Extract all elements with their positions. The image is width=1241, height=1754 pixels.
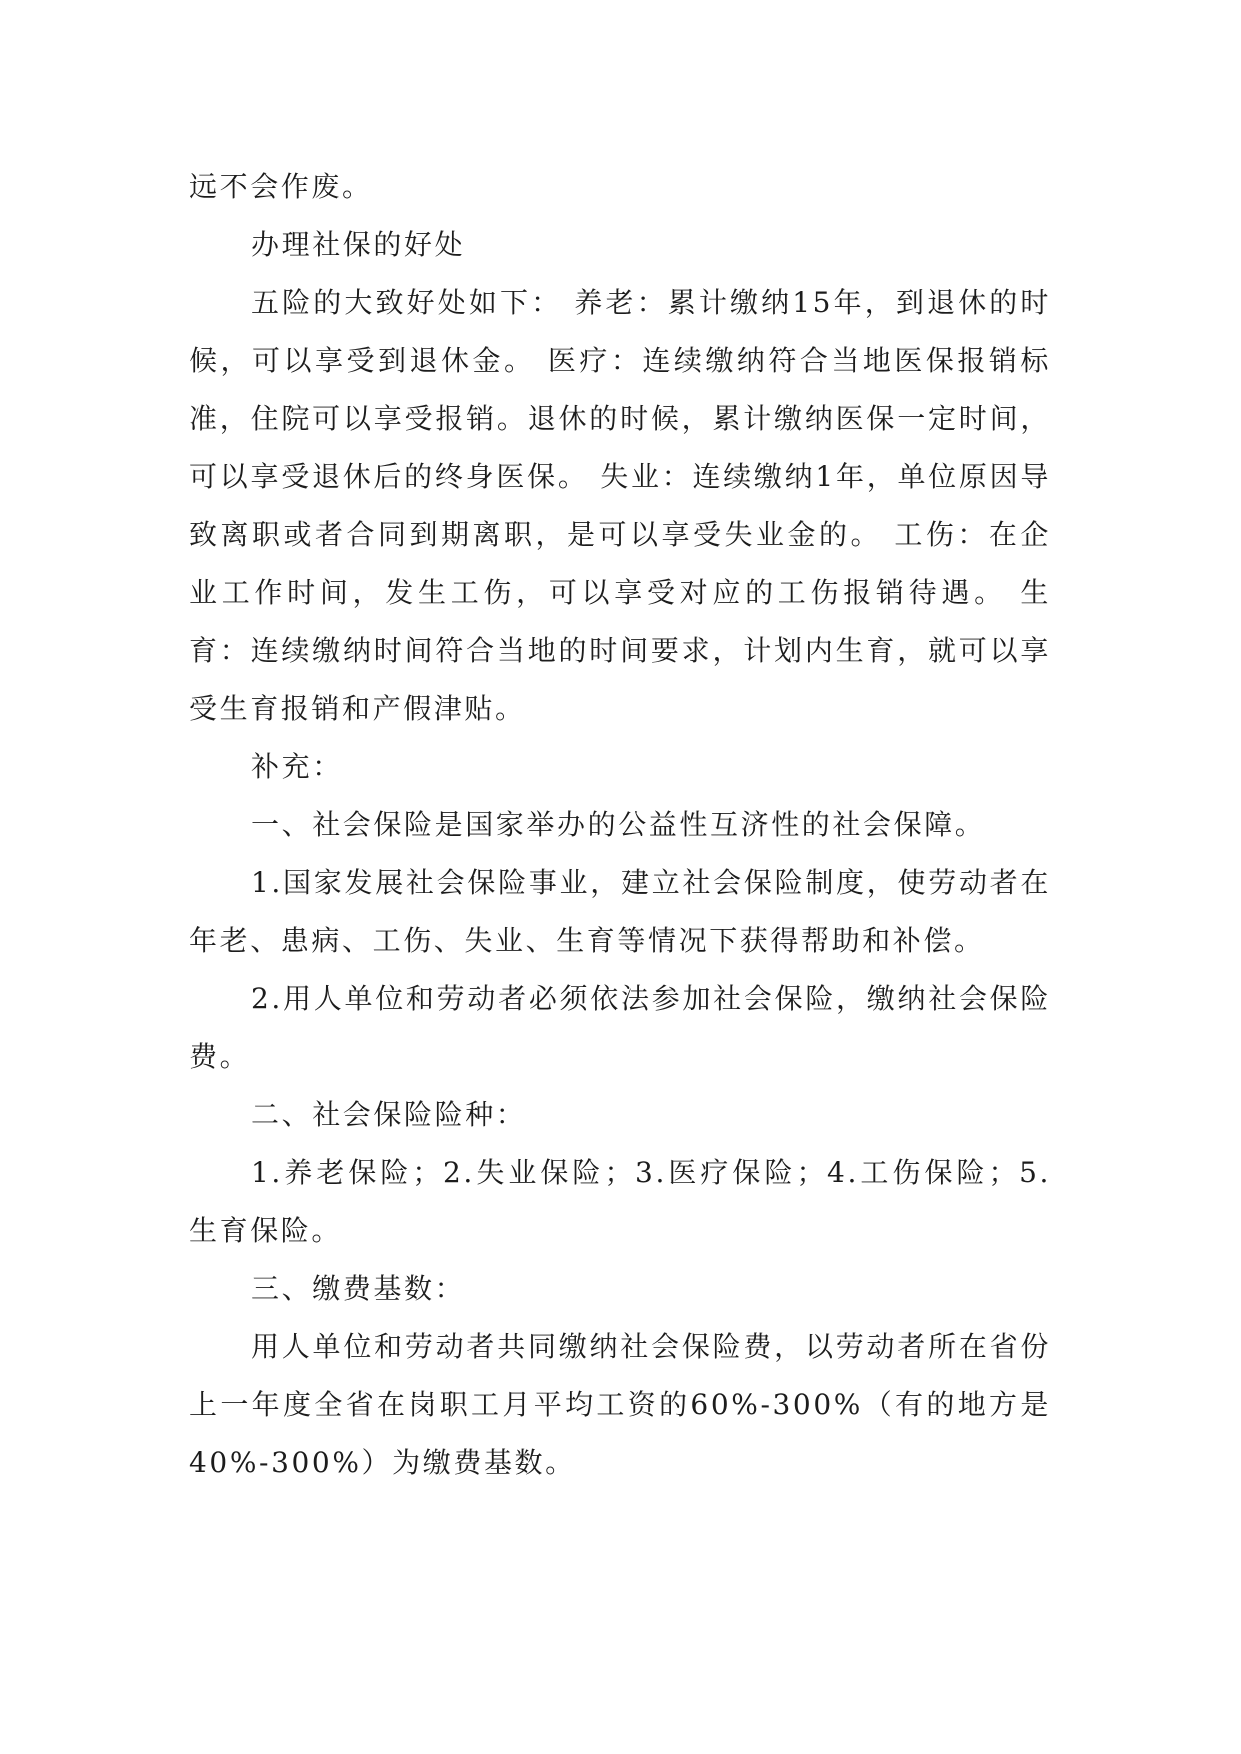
document-body bbox=[189, 158, 1051, 1492]
paragraph-supplement-heading: 补充： bbox=[251, 750, 343, 783]
paragraph-item-1: 1.国家发展社会保险事业，建立社会保险制度，使劳动者在年老、患病、工伤、失业、生育等情况下获得帮助和补偿。 bbox=[189, 866, 1051, 957]
paragraph-heading-benefits: 办理社保的好处 bbox=[251, 228, 466, 261]
paragraph-five-insurances: 五险的大致好处如下： 养老：累计缴纳15年，到退休的时候，可以享受到退休金。 医疗：连续缴纳符合当地医保报销标准，住院可以享受报销。退休的时候，累计缴纳医保一定时间，可以享受退休后的终身医保。 失业：连续缴纳1年，单位原因导致离职或者合同到期离职，是可以享受失业金的。 工伤：在企业工作时间，发生工伤，可以享受对应的工伤报销待遇。 生育：连续缴纳时间符合当地的时间要求，计划内生育，就可以享受生育报销和产假津贴。 bbox=[189, 286, 1051, 725]
paragraph-section-one: 一、社会保险是国家举办的公益性互济性的社会保障。 bbox=[251, 808, 986, 841]
paragraph-item-2: 2.用人单位和劳动者必须依法参加社会保险，缴纳社会保险费。 bbox=[189, 982, 1051, 1073]
paragraph-continuation: 远不会作废。 bbox=[189, 170, 373, 203]
paragraph-insurance-types: 1.养老保险；2.失业保险；3.医疗保险；4.工伤保险；5.生育保险。 bbox=[189, 1156, 1051, 1247]
paragraph-section-two: 二、社会保险险种： bbox=[251, 1098, 527, 1131]
paragraph-contribution-base: 用人单位和劳动者共同缴纳社会保险费，以劳动者所在省份上一年度全省在岗职工月平均工资的60%-300%（有的地方是40%-300%）为缴费基数。 bbox=[189, 1330, 1051, 1479]
paragraph-section-three: 三、缴费基数： bbox=[251, 1272, 466, 1305]
